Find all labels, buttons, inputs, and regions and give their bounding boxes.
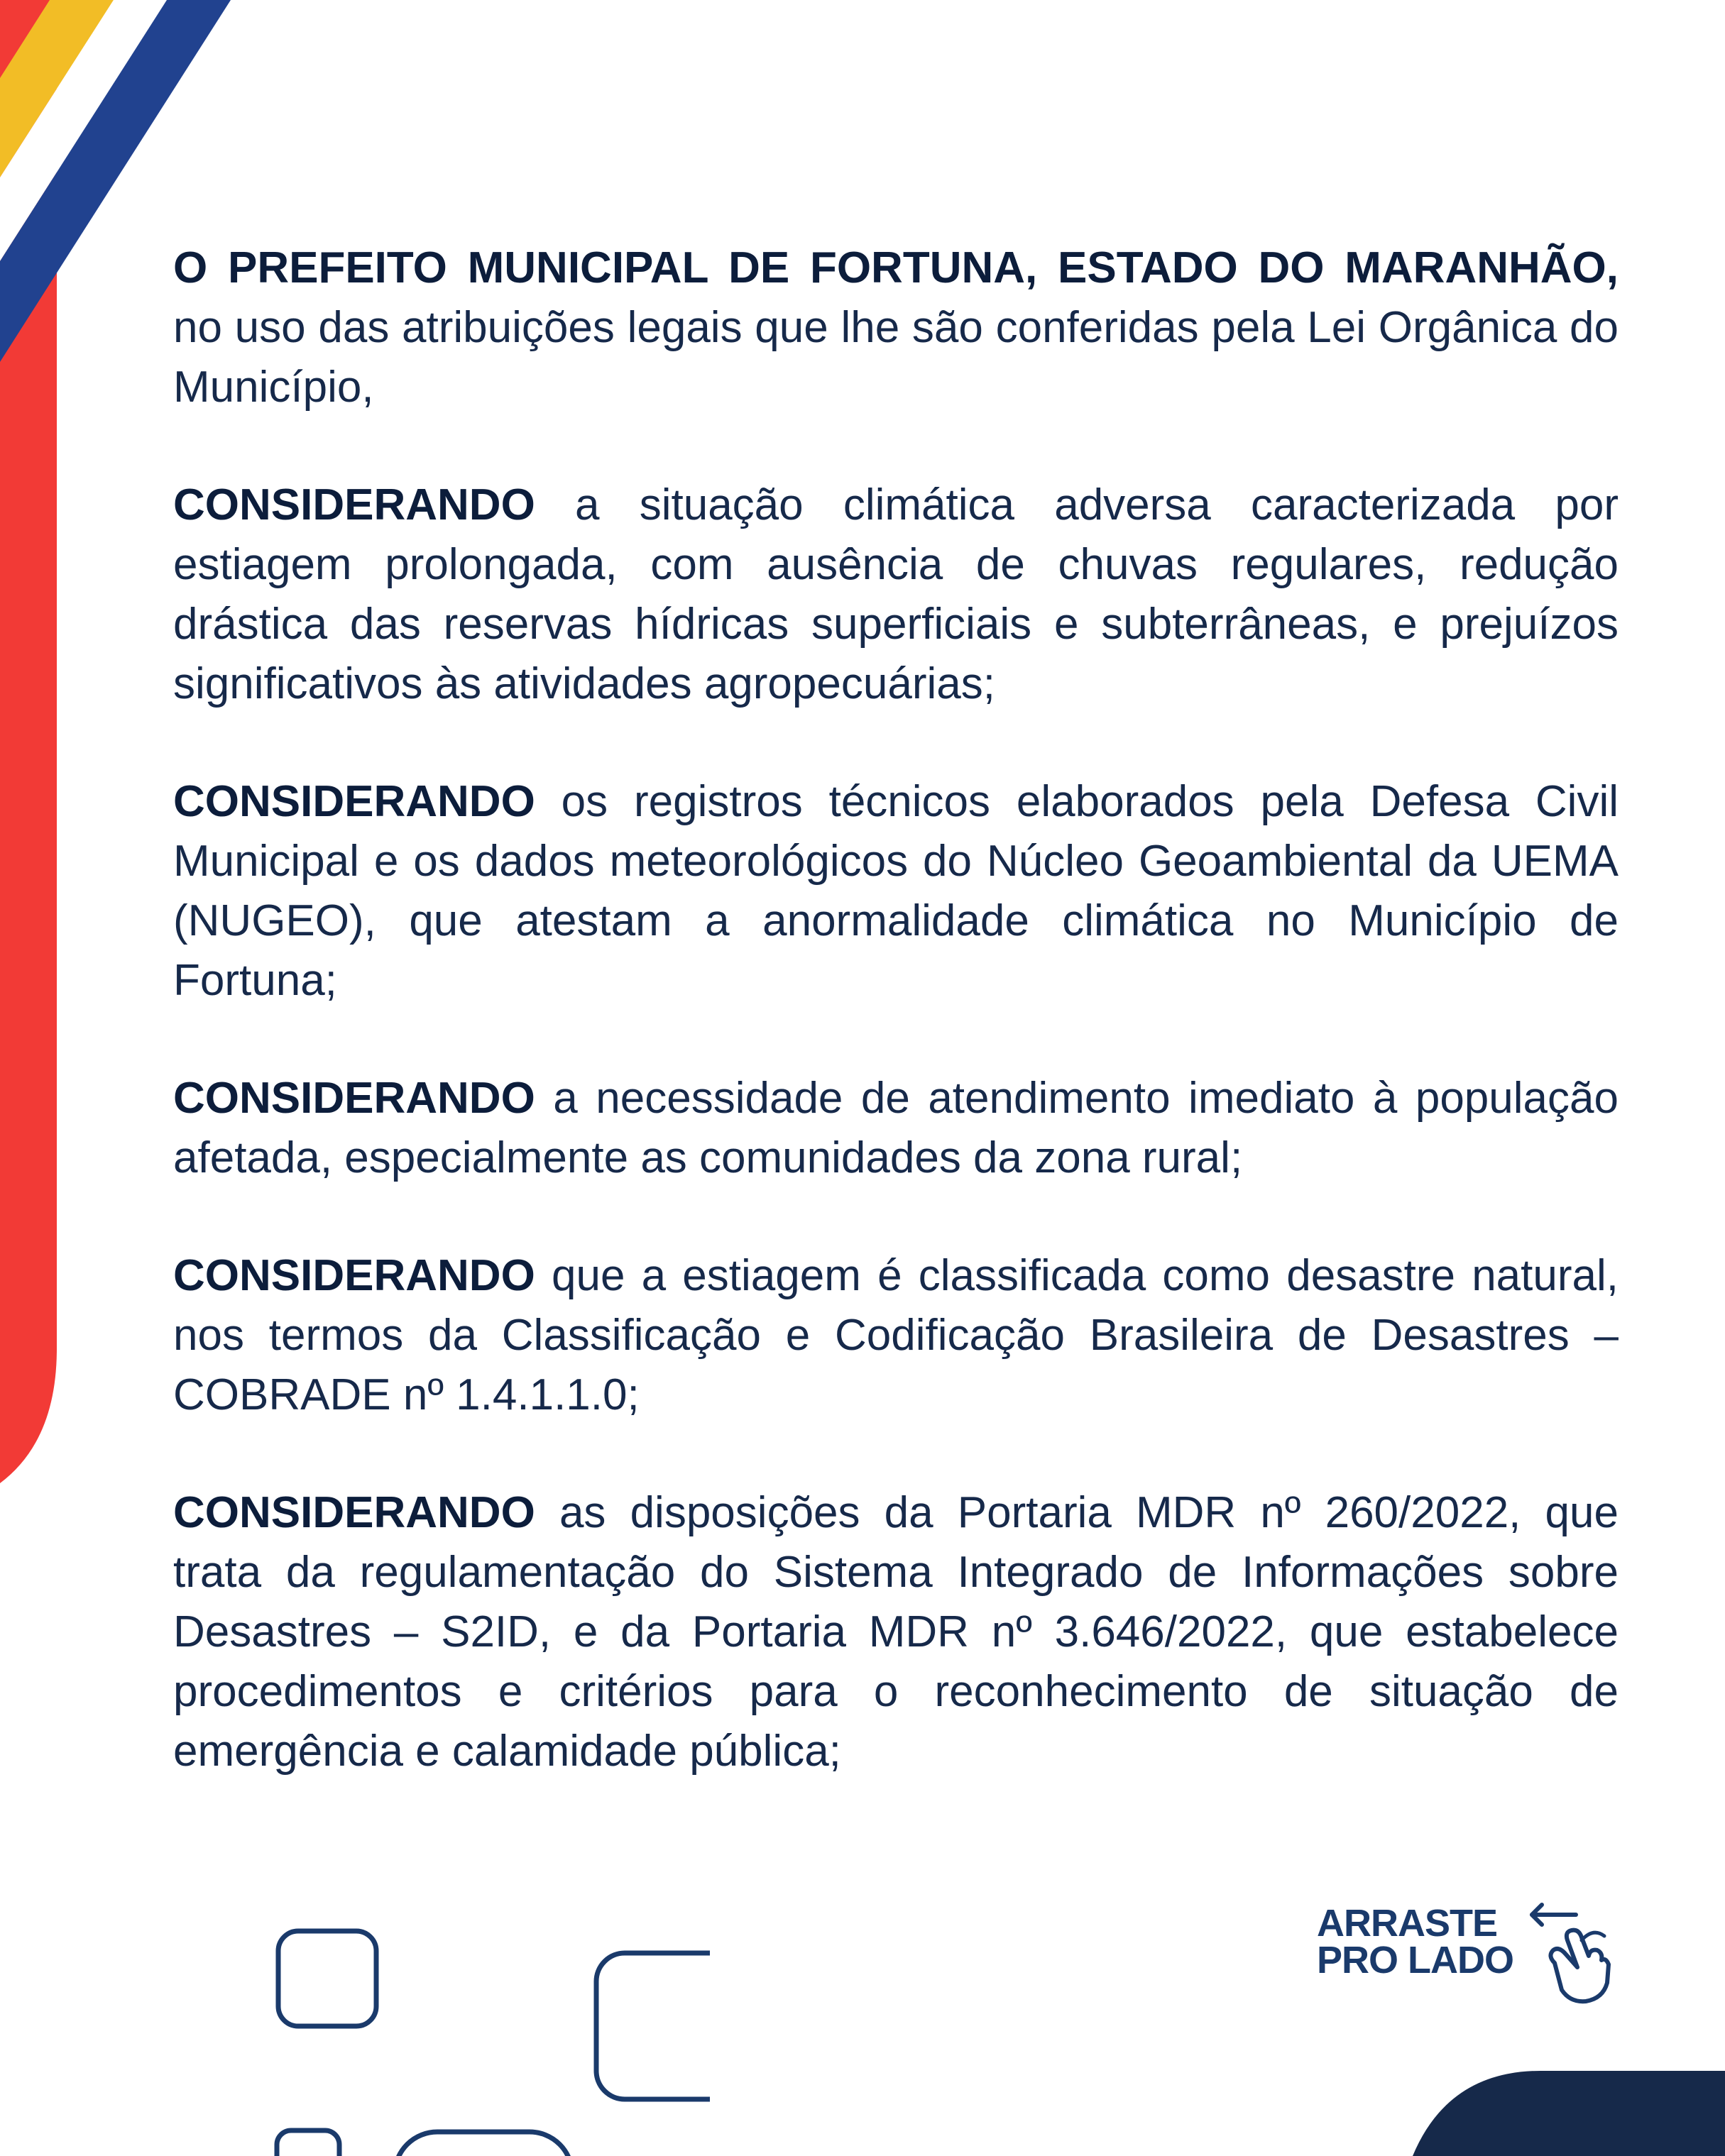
considerando-paragraph: CONSIDERANDO os registros técnicos elaborados pela Defesa Civil Municipal e os dados meteorológicos do Núcleo Geoambiental da UEMA (NUGEO), que atestam a anormalidade climática no Município de Fortuna;	[173, 777, 1619, 1005]
corner-decoration	[1413, 2071, 1725, 2156]
considerando-paragraph: CONSIDERANDO que a estiagem é classificada como desastre natural, nos termos da Classificação e Codificação Brasileira de Desastres – COBRADE nº 1.4.1.1.0;	[173, 1251, 1619, 1419]
outline-square	[277, 2130, 339, 2156]
outline-square	[278, 1931, 376, 2026]
swipe-hand-icon	[1526, 1899, 1611, 2006]
outline-square	[596, 1953, 710, 2099]
decorative-squares	[0, 0, 710, 2156]
considerando-paragraph: CONSIDERANDO a situação climática adversa caracterizada por estiagem prolongada, com ausência de chuvas regulares, redução drástica das reservas hídricas superficiais e subterrâneas, e prejuízos significativos às atividades agropecuárias;	[173, 480, 1619, 708]
preamble-paragraph: O PREFEITO MUNICIPAL DE FORTUNA, ESTADO DO MARANHÃO, no uso das atribuições legais que lhe são conferidas pela Lei Orgânica do Município,	[173, 243, 1619, 412]
swipe-hint[interactable]	[1317, 1899, 1615, 2006]
considerando-paragraph: CONSIDERANDO as disposições da Portaria MDR nº 260/2022, que trata da regulamentação do Sistema Integrado de Informações sobre Desastres – S2ID, e da Portaria MDR nº 3.646/2022, que estabelece procedimentos e critérios para o reconhecimento de situação de emergência e calamidade pública;	[173, 1488, 1619, 1776]
outline-square	[395, 2132, 572, 2156]
swipe-hint-label: ARRASTE PRO LADO	[1317, 1902, 1514, 1981]
considerando-paragraph: CONSIDERANDO a necessidade de atendimento imediato à população afetada, especialmente as comunidades da zona rural;	[173, 1074, 1619, 1182]
